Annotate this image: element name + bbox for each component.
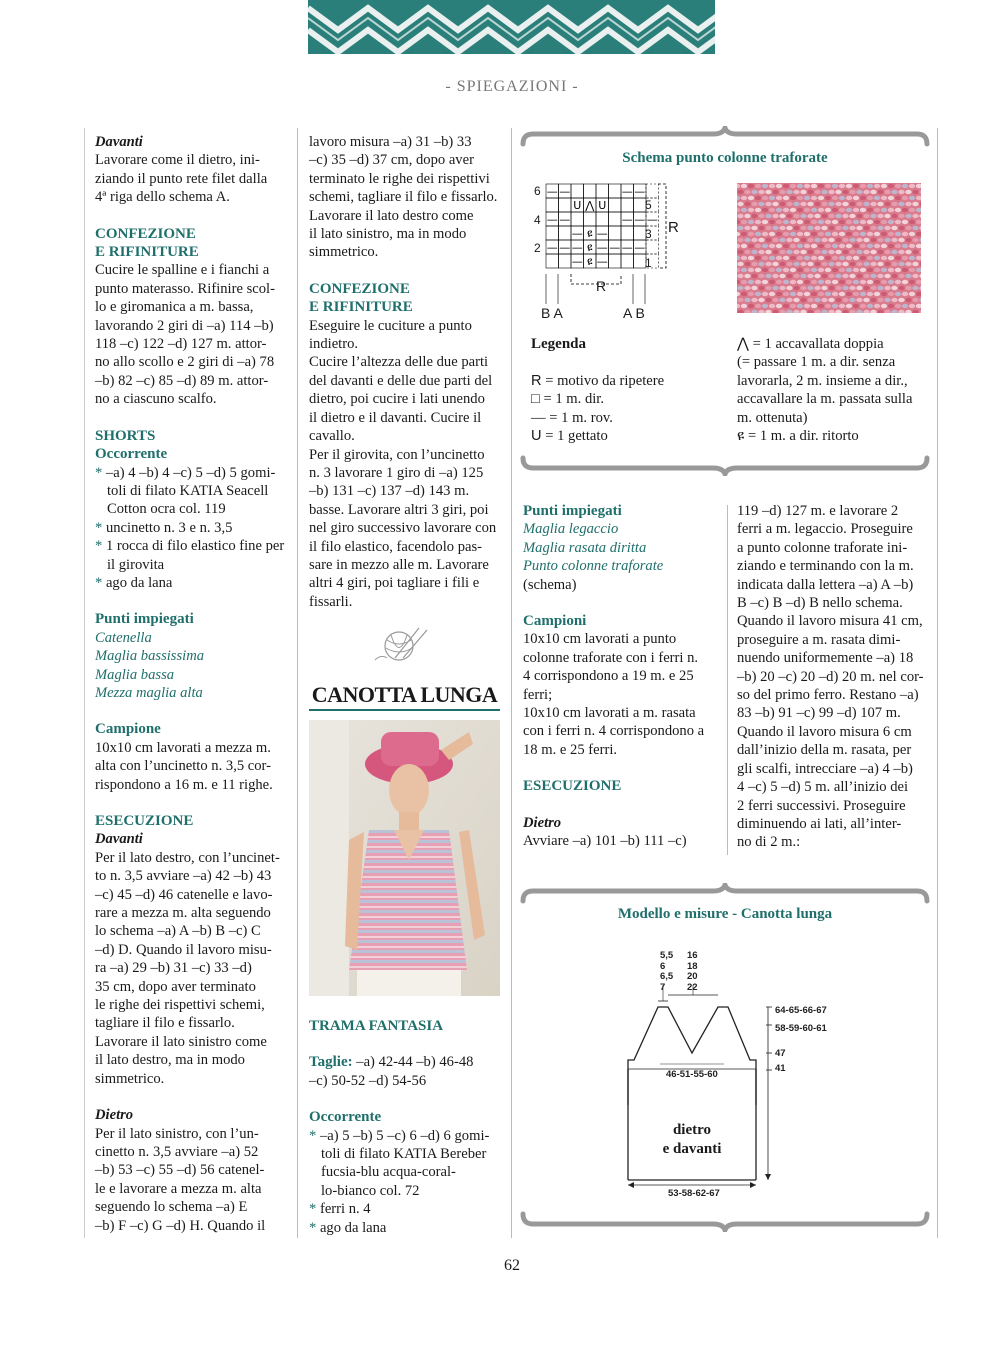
chart-numbers <box>528 178 688 324</box>
text-line: ziando il punto rete filet dalla <box>95 170 268 187</box>
text-line: del davanti e delle due parti del <box>309 372 493 389</box>
purl-symbol: — <box>531 409 546 426</box>
text-line: simmetrico. <box>95 1070 165 1087</box>
text-line: ra –a) 29 –b) 31 –c) 33 –d) <box>95 960 252 977</box>
page-header-title: - SPIEGAZIONI - <box>445 78 579 95</box>
text-line: 10x10 cm lavorati a punto <box>523 631 677 648</box>
text-line: sare in mezzo alle m. Lavorare <box>309 556 489 573</box>
text-line: il dietro e il davanti. Cucire il <box>309 409 482 426</box>
text-line: –c) 50-52 –d) 54-56 <box>309 1072 427 1089</box>
text-line: ziando e terminando con la m. <box>737 558 914 575</box>
list-item: * –a) 4 –b) 4 –c) 5 –d) 5 gomi- <box>95 464 276 481</box>
legend-text: = motivo da ripetere <box>545 373 665 389</box>
text-line: ferri; <box>523 686 553 703</box>
legend-text: ዩ = 1 m. a dir. ritorto <box>737 428 859 445</box>
knit-symbol: □ <box>531 391 540 408</box>
text-line: Quando il lavoro misura 41 cm, <box>737 613 923 630</box>
text-line: Per il lato destro, con l’uncinet- <box>95 849 280 866</box>
repeat-label: R <box>668 219 679 236</box>
text-line: altri 4 giri, poi tagliare i fili e <box>309 575 480 592</box>
schema-top-bracket <box>519 126 931 153</box>
text-line: nel giro successivo lavorare con <box>309 520 497 537</box>
legend-text: = 1 m. rov. <box>549 409 613 426</box>
trama-heading: TRAMA FANTASIA <box>309 1018 444 1034</box>
measure-label: 64-65-66-67 <box>775 1005 827 1016</box>
list-item: * 1 rocca di filo elastico fine per <box>95 538 285 555</box>
text-line: 18 m. e 25 ferri. <box>523 741 618 758</box>
svg-text:—: — <box>546 213 558 226</box>
canotta-title: CANOTTA LUNGA <box>311 682 498 707</box>
yarn-over-symbol: U <box>531 428 542 445</box>
text-line: lavorando 2 giri di –a) 114 –b) <box>95 317 274 334</box>
column-4 <box>737 502 931 852</box>
text-line: –c) 35 –d) 37 cm, dopo aver <box>309 152 474 169</box>
text-line: il lato destro, ma in modo <box>95 1052 245 1069</box>
text-line: dietro, poi cucire i lati unendo <box>309 391 485 408</box>
text-line: 10x10 cm lavorati a m. rasata <box>523 705 696 722</box>
svg-text:—: — <box>559 241 571 254</box>
list-item-cont: toli di filato KATIA Bereber <box>321 1146 487 1163</box>
schema-title: Schema punto colonne traforate <box>622 150 828 166</box>
knit-pattern-banner <box>308 0 715 54</box>
modello-bottom-bracket <box>519 1210 931 1237</box>
text-line: –c) 45 –d) 46 catenelle e lavo- <box>95 886 273 903</box>
text-line: alta con l’uncinetto n. 3,5 cor- <box>95 758 271 775</box>
text-line: rare a mezza m. alta seguendo <box>95 905 271 922</box>
text-line: indietro. <box>309 336 359 353</box>
model-photo <box>309 720 500 996</box>
text-line: ferri a m. legaccio. Proseguire <box>737 521 913 538</box>
svg-text:ዩ: ዩ <box>587 241 593 254</box>
occorrente-heading: Occorrente <box>309 1109 382 1126</box>
text-line: cavallo. <box>309 428 355 445</box>
text-line: Lavorare il lato sinistro come <box>95 1033 267 1050</box>
taglie-line: Taglie: –a) 42-44 –b) 46-48 <box>309 1054 474 1071</box>
list-item-cont: fucsia-blu acqua-coral- <box>321 1164 456 1181</box>
list-item: * ago da lana <box>95 574 173 591</box>
text-line: 2 ferri successivi. Proseguire <box>737 797 906 814</box>
list-item: * uncinetto n. 3 e n. 3,5 <box>95 519 233 536</box>
text-line: 35 cm, dopo aver terminato <box>95 978 256 995</box>
svg-text:—: — <box>546 241 558 254</box>
row-number: 4 <box>534 213 541 227</box>
text-line: Eseguire le cuciture a punto <box>309 317 472 334</box>
stitch-item: Catenella <box>95 629 152 646</box>
text-line: no di 2 m.: <box>737 834 801 851</box>
text-line: simmetrico. <box>309 244 379 261</box>
text-line: lavoro misura –a) 31 –b) 33 <box>309 134 472 150</box>
row-number: 2 <box>534 241 541 255</box>
confezione-heading: CONFEZIONE <box>95 225 196 242</box>
modello-title: Modello e misure - Canotta lunga <box>617 906 833 922</box>
list-item: * ago da lana <box>309 1219 387 1236</box>
text-line: no allo scollo e 2 giri di –a) 78 <box>95 354 275 371</box>
column-3 <box>523 502 723 851</box>
legend-text: ⋀ = 1 accavallata doppia <box>737 336 884 352</box>
list-item-cont: il girovita <box>107 556 165 573</box>
svg-text:—: — <box>559 213 571 226</box>
punti-heading: Punti impiegati <box>95 611 194 628</box>
stitch-item: Maglia bassa <box>95 666 175 683</box>
svg-text:—: — <box>559 185 571 198</box>
schema-bottom-bracket <box>519 454 931 481</box>
svg-text:⋀: ⋀ <box>585 199 595 212</box>
text-line: –b) 82 –c) 85 –d) 89 m. attor- <box>95 372 269 389</box>
column-divider <box>84 128 85 1238</box>
text-line: schemi, tagliare il filo e fissarlo. <box>309 189 498 206</box>
repeat-label: R <box>596 278 607 294</box>
row-number: 5 <box>645 198 652 212</box>
row-number: 6 <box>534 184 541 198</box>
svg-text:—: — <box>634 213 646 226</box>
legend-text: = 1 gettato <box>545 428 608 445</box>
list-item: * –a) 5 –b) 5 –c) 6 –d) 6 gomi- <box>309 1127 490 1144</box>
text-line: le righe dei rispettivi schemi, <box>95 997 265 1014</box>
confezione-heading: CONFEZIONE <box>309 280 410 297</box>
text-line: il filo elastico, facendolo pas- <box>309 538 483 555</box>
punti-heading: Punti impiegati <box>523 503 622 519</box>
svg-text:—: — <box>596 227 608 240</box>
repeat-symbol: R <box>531 373 542 389</box>
text-line: nuendo uniformemente –a) 18 <box>737 650 914 667</box>
text-line: terminato le righe dei rispettivi <box>309 170 490 187</box>
text-line: Per il lato sinistro, con l’un- <box>95 1125 259 1142</box>
stitch-item: Mezza maglia alta <box>95 684 203 701</box>
svg-text:U: U <box>598 199 607 212</box>
title-underline <box>309 709 500 711</box>
svg-text:—: — <box>634 185 646 198</box>
svg-text:—: — <box>596 255 608 268</box>
text-line: lo e giromanica a m. bassa, <box>95 299 254 316</box>
text-line: 83 –b) 91 –c) 99 –d) 107 m. <box>737 705 901 722</box>
text-line: con i ferri n. 4 corrispondono a <box>523 723 705 740</box>
text-line: lo schema –a) A –b) B –c) C <box>95 923 261 940</box>
text-line: B –c) B –d) B nello schema. <box>737 595 903 612</box>
text-line: tagliare il filo e fissarlo. <box>95 1015 235 1032</box>
canotta-info <box>309 1017 504 1237</box>
text-line: Avviare –a) 101 –b) 111 –c) <box>523 833 687 850</box>
text-line: Cucire l’altezza delle due parti <box>309 354 489 371</box>
dietro-heading: Dietro <box>523 814 562 831</box>
column-divider <box>297 128 298 1238</box>
text-line: –b) F –c) G –d) H. Quando il <box>95 1217 266 1234</box>
text-line: Lavorare il lato destro come <box>309 207 474 224</box>
text-line: seguendo lo schema –a) E <box>95 1199 248 1216</box>
dietro-heading: Dietro <box>95 1107 134 1124</box>
occorrente-heading: Occorrente <box>95 446 168 463</box>
esecuzione-heading: ESECUZIONE <box>523 778 622 795</box>
campioni-heading: Campioni <box>523 613 587 630</box>
measure-label: 53-58-62-67 <box>668 1188 720 1199</box>
shorts-heading: SHORTS <box>95 427 156 444</box>
column-label: B A <box>541 305 563 321</box>
page-number: 62 <box>504 1257 520 1274</box>
esecuzione-heading: ESECUZIONE <box>95 813 194 829</box>
text-line: basse. Lavorare altri 3 giri, poi <box>309 501 489 518</box>
svg-text:U: U <box>573 199 582 212</box>
svg-text:—: — <box>609 241 621 254</box>
text-line: 4 corrispondono a 19 m. e 25 <box>523 668 694 685</box>
text-line: gli scalfi, intrecciare –a) 4 –b) <box>737 760 913 777</box>
measure-label: 58-59-60-61 <box>775 1023 827 1034</box>
text-line: le e lavorare a mezza m. alta <box>95 1180 262 1197</box>
confezione-heading-2: E RIFINITURE <box>95 244 199 261</box>
list-item-cont: Cotton ocra col. 119 <box>107 501 226 518</box>
measure-label: 41 <box>775 1063 786 1074</box>
stitch-item: Maglia bassissima <box>95 648 205 665</box>
svg-text:ዩ: ዩ <box>587 227 593 240</box>
legend-left <box>531 372 731 446</box>
stitch-item: Maglia rasata diritta <box>523 539 647 556</box>
text-line: (schema) <box>523 576 577 593</box>
text-line: cinetto n. 3,5 avviare –a) 52 <box>95 1143 259 1160</box>
text-line: 4 –c) 5 –d) 5 m. all’inizio dei <box>737 779 909 796</box>
strap-label-right: 16 18 20 22 <box>687 950 698 993</box>
confezione-heading-2: E RIFINITURE <box>309 299 413 316</box>
column-2 <box>309 133 504 611</box>
row-number: 1 <box>645 256 652 270</box>
svg-text:ዩ: ዩ <box>587 255 593 268</box>
piece-label-line: e davanti <box>662 1141 722 1157</box>
text-line: fissarli. <box>309 593 353 610</box>
legend-text: lavorarla, 2 m. insieme a dir., <box>737 372 908 389</box>
davanti-heading: Davanti <box>95 134 143 150</box>
text-line: Cucire le spalline e i fianchi a <box>95 262 270 279</box>
text-line: –b) 53 –c) 55 –d) 56 catenel- <box>95 1162 265 1179</box>
row-number: 3 <box>645 227 652 241</box>
list-item-cont: lo-bianco col. 72 <box>321 1182 420 1199</box>
text-line: punto materasso. Rifinire scol- <box>95 280 275 297</box>
text-line: –d) D. Quando il lavoro misu- <box>95 941 272 958</box>
schematic-piece-label <box>628 1121 756 1159</box>
text-line: –b) 131 –c) 137 –d) 143 m. <box>309 483 470 500</box>
measure-label: 46-51-55-60 <box>666 1069 718 1080</box>
text-line: diminuendo ai lati, all’inter- <box>737 815 902 832</box>
column-divider <box>937 128 938 1238</box>
column-divider <box>511 128 512 1238</box>
column-label: A B <box>623 305 645 321</box>
stitch-item: Maglia legaccio <box>523 521 619 538</box>
strap-label-left: 5,5 6 6,5 7 <box>660 950 674 993</box>
davanti-heading-2: Davanti <box>95 831 143 848</box>
legend-text: accavallare la m. passata sulla <box>737 391 913 408</box>
measure-label: 47 <box>775 1048 786 1059</box>
text-line: colonne traforate con i ferri n. <box>523 649 699 666</box>
text-line: –b) 20 –c) 20 –d) 20 m. nel cor- <box>737 668 924 685</box>
campione-heading: Campione <box>95 721 161 738</box>
text-line: so del primo ferro. Restano –a) <box>737 687 919 704</box>
svg-text:—: — <box>634 241 646 254</box>
stitch-item: Punto colonne traforate <box>523 558 664 575</box>
yarn-ball-icon <box>373 626 429 669</box>
legend-text: = 1 m. dir. <box>543 391 605 408</box>
legend-text: m. ottenuta) <box>737 409 808 426</box>
text-line: a punto colonne traforate ini- <box>737 539 908 556</box>
text-line: Lavorare come il dietro, ini- <box>95 152 260 169</box>
text-line: to n. 3,5 avviare –a) 42 –b) 43 <box>95 868 272 885</box>
piece-label-line: dietro <box>672 1122 712 1138</box>
schematic-labels <box>620 945 850 1210</box>
legend-right <box>737 335 929 445</box>
text-line: 10x10 cm lavorati a mezza m. <box>95 739 271 756</box>
text-line: no a ciascuno scalfo. <box>95 391 217 408</box>
text-line: il lato sinistro, ma in modo <box>309 226 467 243</box>
svg-text:—: — <box>646 213 658 226</box>
svg-text:—: — <box>546 185 558 198</box>
lace-swatch-photo <box>737 183 921 313</box>
svg-text:—: — <box>621 241 633 254</box>
text-line: proseguire a m. rasata dimi- <box>737 631 901 648</box>
svg-text:—: — <box>571 255 583 268</box>
text-line: Per il girovita, con l’uncinetto <box>309 446 485 463</box>
text-line: 119 –d) 127 m. e lavorare 2 <box>737 503 899 519</box>
text-line: n. 3 lavorare 1 giro di –a) 125 <box>309 464 484 481</box>
list-item: * ferri n. 4 <box>309 1201 371 1218</box>
svg-text:—: — <box>621 185 633 198</box>
column-divider <box>727 505 728 855</box>
legend-text: (= passare 1 m. a dir. senza <box>737 354 896 371</box>
column-1 <box>95 133 290 1235</box>
text-line: indicata dalla lettera –a) A –b) <box>737 576 914 593</box>
text-line: Quando il lavoro misura 6 cm <box>737 723 912 740</box>
svg-text:—: — <box>571 241 583 254</box>
text-line: 118 –c) 122 –d) 127 m. attor- <box>95 336 267 353</box>
chevron-pattern-graphic <box>308 0 715 54</box>
svg-text:—: — <box>596 241 608 254</box>
text-line: dall’inizio della m. rasata, per <box>737 742 912 759</box>
text-line: rispondono a 16 m. e 11 righe. <box>95 776 273 793</box>
text-line: 4ª riga dello schema A. <box>95 189 230 206</box>
list-item-cont: toli di filato KATIA Seacell <box>107 482 269 499</box>
svg-text:—: — <box>621 213 633 226</box>
legenda-title: Legenda <box>531 336 587 352</box>
svg-text:—: — <box>571 227 583 240</box>
